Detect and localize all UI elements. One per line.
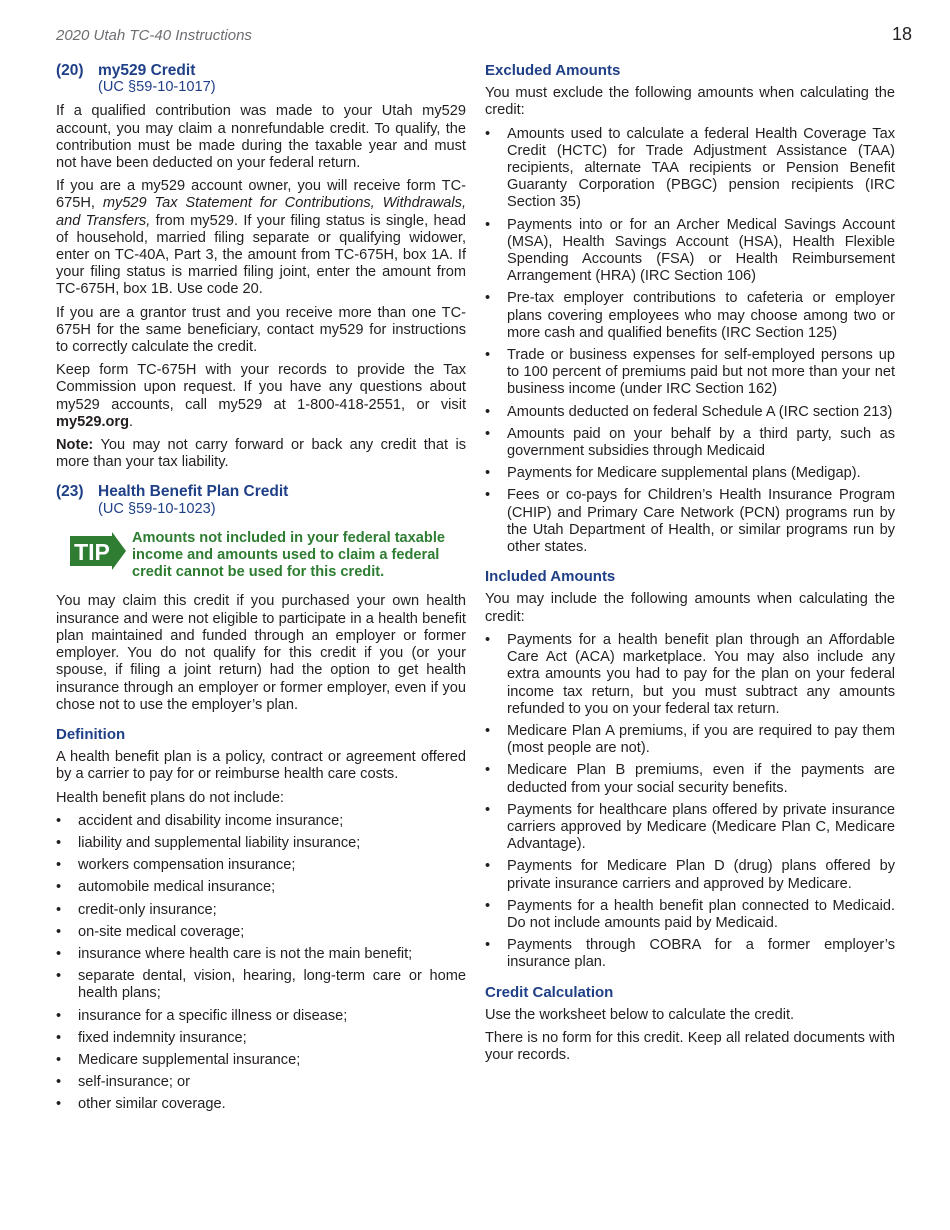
section-title: Health Benefit Plan Credit [98,483,289,501]
list-item: • Trade or business expenses for self-employed persons up to 100 percent of premiums paid but not more than your net business income (under IRC Section 162) [485,347,895,399]
list-item: • Fees or co-pays for Children’s Health Insurance Program (CHIP) and Primary Care Network (PCN) programs run by the Utah Department of Health, or similar programs run by other states. [485,487,895,556]
list-item: • workers compensation insurance; [56,857,466,874]
list-item: • Pre-tax employer contributions to cafeteria or employer plans covering employees who may choose among two or more cash and qualified benefits (IRC Section 125) [485,290,895,342]
list-item: • Amounts deducted on federal Schedule A (IRC section 213) [485,404,895,421]
list-item: • insurance where health care is not the main benefit; [56,946,466,963]
tip-callout [56,530,466,582]
list-item: • Medicare Plan B premiums, even if the payments are deducted from your social security benefits. [485,762,895,796]
section-23-heading [56,483,466,500]
tip-label: TIP [74,538,110,565]
paragraph: Keep form TC-675H with your records to provide the Tax Commission upon request. If you have any questions about my529 accounts, call my529 at 1-800-418-2551, or visit my529.org. [56,362,466,430]
list-item: • other similar coverage. [56,1096,466,1113]
list-item: • Payments for Medicare Plan D (drug) plans offered by private insurance carriers and approved by Medicare. [485,858,895,892]
paragraph: You may include the following amounts when calculating the credit: [485,591,895,625]
list-item: • Medicare Plan A premiums, if you are required to pay them (most people are not). [485,723,895,757]
list-item: • separate dental, vision, hearing, long-term care or home health plans; [56,968,466,1002]
note: Note: You may not carry forward or back any credit that is more than your tax liability. [56,437,466,471]
exclusions-list [56,813,466,1114]
list-item: • insurance for a specific illness or disease; [56,1008,466,1025]
section-number: (23) [56,483,84,501]
list-item: • Payments into or for an Archer Medical Savings Account (MSA), Health Savings Account (HSA), Health Flexible Spending Accounts (FSA) or Health Reimbursement Arrangement (HRA) (IRC Section 106) [485,217,895,286]
list-item: • on-site medical coverage; [56,924,466,941]
list-item: • self-insurance; or [56,1074,466,1091]
paragraph: You may claim this credit if you purchased your own health insurance and were not eligible to participate in a health benefit plan maintained and funded through an employer or former employer. You do not qualify for this credit if you (or your spouse, if filing a joint return) had the option to get health insurance through an employer or former employer, even if you chose not to use the employer’s plan. [56,593,466,713]
tip-icon [70,532,126,572]
paragraph: There is no form for this credit. Keep all related documents with your records. [485,1029,895,1064]
paragraph: Use the worksheet below to calculate the credit. [485,1006,795,1023]
list-item: • Payments for a health benefit plan connected to Medicaid. Do not include amounts paid by Medicaid. [485,898,895,932]
website-link: my529.org [56,413,130,430]
list-item: • automobile medical insurance; [56,879,466,896]
excluded-amounts-heading: Excluded Amounts [485,62,621,79]
list-item: • Payments for healthcare plans offered by private insurance carriers approved by Medicare (Medicare Plan C, Medicare Advantage). [485,802,895,854]
list-item: • credit-only insurance; [56,902,466,919]
list-item: • fixed indemnity insurance; [56,1030,466,1047]
included-amounts-list [485,632,895,972]
excluded-amounts-list [485,126,895,557]
list-item: • Payments for a health benefit plan through an Affordable Care Act (ACA) marketplace. You may also include any extra amounts you had to pay for the plan on your federal income tax return, but you must subtract any amounts refunded to you on your federal tax return. [485,632,895,718]
statute-reference: (UC §59-10-1023) [98,500,216,517]
definition-heading: Definition [56,725,126,743]
list-item: • Medicare supplemental insurance; [56,1052,466,1069]
list-item: • Amounts used to calculate a federal Health Coverage Tax Credit (HCTC) for Trade Adjustment Assistance (TAA) recipients, alternate TAA recipients or Pension Benefit Guaranty Corporation (PBGC) pension recipients (IRC Section 35) [485,126,895,212]
form-title: my529 Tax Statement for Contributions, Withdrawals, and Transfers, [56,195,466,229]
list-item: • liability and supplemental liability insurance; [56,835,466,852]
list-item: • Payments through COBRA for a former employer’s insurance plan. [485,937,895,971]
right-column [485,62,895,1070]
statute-reference: (UC §59-10-1017) [98,79,216,96]
list-item: • Payments for Medicare supplemental plans (Medigap). [485,465,895,482]
tip-text: Amounts not included in your federal taxable income and amounts used to claim a federal credit cannot be used for this credit. [132,529,445,581]
paragraph: A health benefit plan is a policy, contract or agreement offered by a carrier to pay for or reimburse health care costs. [56,749,466,783]
page-number: 18 [891,24,912,44]
paragraph: Health benefit plans do not include: [56,789,284,806]
section-title: my529 Credit [98,62,196,79]
section-number: (20) [56,62,84,79]
list-item: • Amounts paid on your behalf by a third party, such as government subsidies through Medicaid [485,426,895,460]
paragraph: If you are a my529 account owner, you will receive form TC-675H, my529 Tax Statement for Contributions, Withdrawals, and Transfers, from my529. If your filing status is single, head of household, married filing separate or qualifying widower, enter on TC-40A, Part 3, the amount from TC-675H, box 1A. If your filing status is married filing joint, enter the amount from TC-675H, box 1B. Use code 20. [56,178,466,298]
note-label: Note: [56,437,94,454]
credit-calculation-heading: Credit Calculation [485,983,614,1001]
running-head: 2020 Utah TC-40 Instructions [56,27,252,44]
left-column [56,62,466,1120]
list-item: • accident and disability income insurance; [56,813,466,830]
section-20-heading [56,62,466,79]
included-amounts-heading: Included Amounts [485,568,616,586]
paragraph: If a qualified contribution was made to your Utah my529 account, you may claim a nonrefundable credit. To qualify, the contribution must be made during the taxable year and must not have been deducted on your federal return. [56,103,466,172]
paragraph: If you are a grantor trust and you receive more than one TC-675H for the same beneficiary, contact my529 for instructions to correctly calculate the credit. [56,304,466,356]
paragraph: You must exclude the following amounts when calculating the credit: [485,85,895,119]
